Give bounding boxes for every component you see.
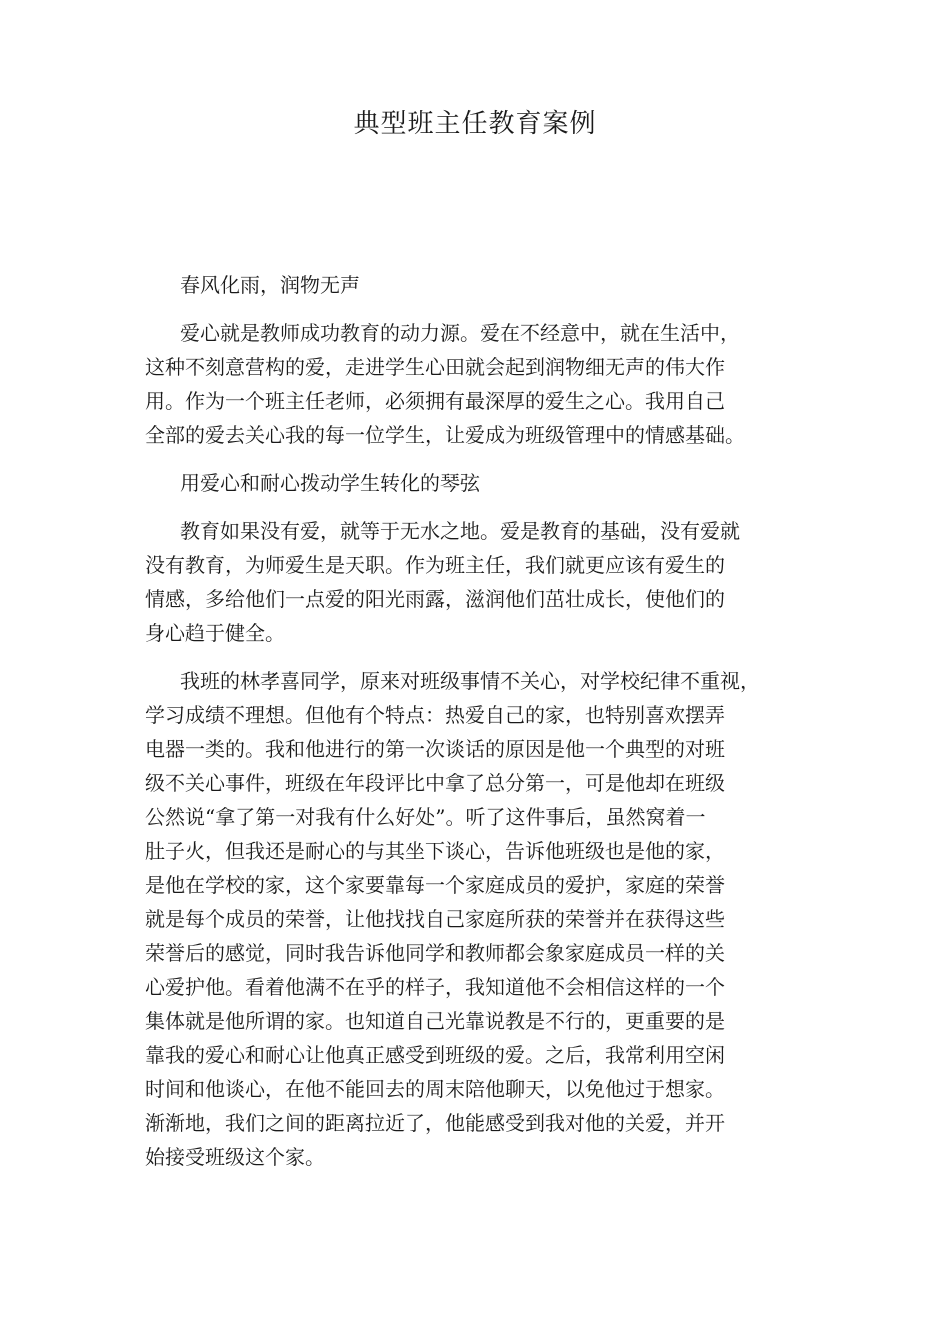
paragraph-2: 教育如果没有爱，就等于无水之地。爱是教育的基础，没有爱就 没有教育，为师爱生是天职。作为班主任，我们就更应该有爱生的 情感，多给他们一点爱的阳光雨露，滋润他们茁壮成长，使他们的 身心趋于健全。 [145,519,740,645]
paragraph-3: 我班的林孝喜同学，原来对班级事情不关心，对学校纪律不重视， 学习成绩不理想。但他有个特点：热爱自己的家，也特别喜欢摆弄 电器一类的。我和他进行的第一次谈话的原因是他一个典型的对班 级不关心事件，班级在年段评比中拿了总分第一，可是他却在班级 公然说“拿了第一对我有什么好处”。听了这件事后，虽然窝着一 肚子火，但我还是耐心的与其坐下谈心，告诉他班级也是他的家， 是他在学校的家，这个家要靠每一个家庭成员的爱护，家庭的荣誉 就是每个成员的荣誉，让他找找自己家庭所获的荣誉并在获得这些 荣誉后的感觉，同时我告诉他同学和教师都会象家庭成员一样的关 心爱护他。看着他满不在乎的样子，我知道他不会相信这样的一个 集体就是他所谓的家。也知道自己光靠说教是不行的，更重要的是 靠我的爱心和耐心让他真正感受到班级的爱。之后，我常利用空闲 时间和他谈心，在他不能回去的周末陪他聊天，以免他过于想家。 渐渐地，我们之间的距离拉近了，他能感受到我对他的关爱，并开 始接受班级这个家。 [145,669,760,1169]
document-body [145,268,825,1188]
paragraph-1: 爱心就是教师成功教育的动力源。爱在不经意中，就在生活中， 这种不刻意营构的爱，走进学生心田就会起到润物细无声的伟大作 用。作为一个班主任老师，必须拥有最深厚的爱生之心。我用自己 全部的爱去关心我的每一位学生，让爱成为班级管理中的情感基础。 [145,321,745,447]
section-heading-2: 用爱心和耐心拨动学生转化的琴弦 [180,471,480,495]
document-title: 典型班主任教育案例 [353,109,597,139]
section-heading-1: 春风化雨，润物无声 [180,273,360,297]
